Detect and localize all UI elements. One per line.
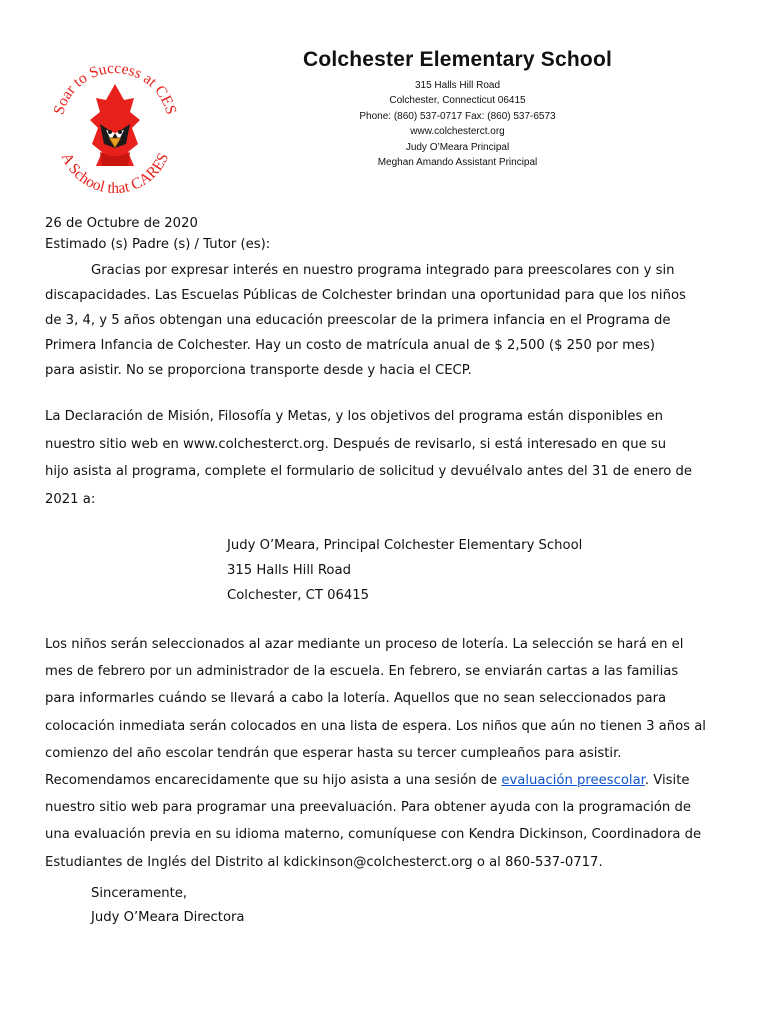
address-line: 315 Halls Hill Road bbox=[227, 563, 351, 578]
paragraph-line: nuestro sitio web en www.colchesterct.org. Después de revisarlo, si está interesado en que su bbox=[45, 436, 667, 452]
assistant-principal-name: Meghan Amando Assistant Principal bbox=[377, 157, 538, 169]
paragraph-line: 2021 a: bbox=[45, 491, 96, 507]
evaluation-link[interactable]: evaluación preescolar bbox=[501, 773, 645, 789]
principal-name: Judy O’Meara Principal bbox=[405, 141, 510, 153]
logo-arc-bottom-text: A School that CARES bbox=[57, 150, 173, 198]
paragraph-line: de 3, 4, y 5 años obtengan una educación preescolar de la primera infancia en el Programa de bbox=[45, 313, 671, 328]
address-line: Colchester, CT 06415 bbox=[227, 588, 370, 603]
school-website: www.colchesterct.org bbox=[410, 126, 505, 138]
paragraph-line: comienzo del año escolar tendrán que esperar hasta su tercer cumpleaños para asistir. bbox=[45, 745, 622, 761]
paragraph-line: discapacidades. Las Escuelas Públicas de Colchester brindan una oportunidad para que los niños bbox=[45, 288, 686, 303]
mailing-address-block bbox=[227, 533, 725, 608]
link-line-after: . Visite bbox=[644, 773, 690, 789]
paragraph-line: Primera Infancia de Colchester. Hay un costo de matrícula anual de $ 2,500 ($ 250 por mes) bbox=[45, 338, 656, 353]
paragraph-lottery bbox=[45, 631, 725, 876]
school-address: 315 Halls Hill Road bbox=[414, 80, 501, 91]
paragraph-line: Los niños serán seleccionados al azar mediante un proceso de lotería. La selección se hará en el bbox=[45, 637, 684, 652]
school-phone: Phone: (860) 537-0717 Fax: (860) 537-6573 bbox=[359, 110, 556, 122]
paragraph-line: La Declaración de Misión, Filosofía y Metas, y los objetivos del programa están disponibles en bbox=[45, 409, 664, 424]
address-line: Judy O’Meara, Principal Colchester Elementary School bbox=[227, 538, 583, 553]
paragraph-line: nuestro sitio web para programar una preevaluación. Para obtener ayuda con la programación de bbox=[45, 800, 691, 816]
cardinal-icon bbox=[90, 84, 140, 166]
paragraph-line: Estudiantes de Inglés del Distrito al kdickinson@colchesterct.org o al 860-537-0717. bbox=[45, 854, 603, 870]
school-city: Colchester, Connecticut 06415 bbox=[389, 95, 526, 107]
letter-date: 26 de Octubre de 2020 bbox=[45, 216, 198, 231]
paragraph-line: una evaluación previa en su idioma materno, comuníquese con Kendra Dickinson, Coordinadora de bbox=[45, 827, 702, 843]
paragraph-mission bbox=[45, 403, 725, 513]
letter-body bbox=[45, 214, 725, 930]
paragraph-intro bbox=[45, 258, 725, 383]
school-logo bbox=[40, 48, 190, 198]
logo-arc-top-text: Soar to Success at CES bbox=[50, 59, 180, 117]
paragraph-line: hijo asista al programa, complete el formulario de solicitud y devuélvalo antes del 31 de enero de bbox=[45, 464, 692, 479]
school-name: Colchester Elementary School bbox=[302, 48, 613, 71]
paragraph-line: para informarles cuándo se llevará a cabo la lotería. Aquellos que no sean seleccionados para bbox=[45, 691, 667, 707]
paragraph-line: Gracias por expresar interés en nuestro programa integrado para preescolares con y sin bbox=[91, 263, 675, 278]
paragraph-line: para asistir. No se proporciona transporte desde y hacia el CECP. bbox=[45, 363, 472, 378]
salutation: Estimado (s) Padre (s) / Tutor (es): bbox=[45, 237, 271, 252]
link-line-before: Recomendamos encarecidamente que su hijo asista a una sesión de bbox=[45, 773, 502, 789]
paragraph-line bbox=[45, 767, 725, 794]
paragraph-line: mes de febrero por un administrador de la escuela. En febrero, se enviarán cartas a las familias bbox=[45, 664, 679, 680]
closing: Sinceramente, bbox=[91, 885, 188, 901]
letterhead bbox=[290, 48, 625, 170]
closing-block bbox=[91, 882, 725, 930]
signature: Judy O’Meara Directora bbox=[91, 909, 245, 925]
paragraph-line: colocación inmediata serán colocados en una lista de espera. Los niños que aún no tienen 3 años al bbox=[45, 718, 706, 734]
